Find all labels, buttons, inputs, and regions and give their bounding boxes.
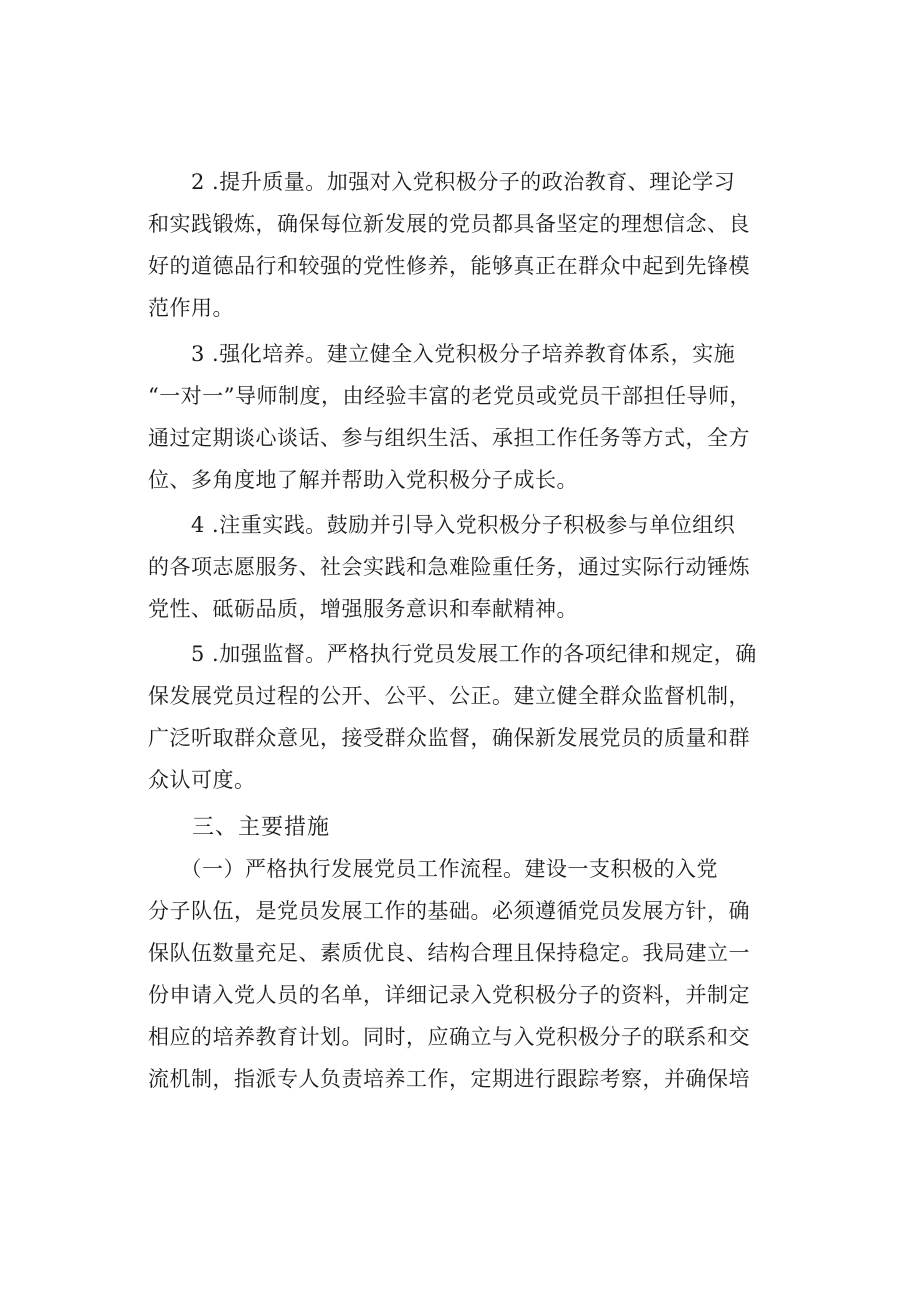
paragraph-5-line-1: 5 .加强监督。严格执行党员发展工作的各项纪律和规定，确 — [148, 642, 757, 666]
section-paragraph-line-6: 流机制，指派专人负责培养工作，定期进行跟踪考察，并确保培 — [148, 1067, 750, 1091]
section-heading: 三、主要措施 — [192, 815, 331, 840]
paragraph-5-line-3: 广泛听取群众意见，接受群众监督，确保新发展党员的质量和群 — [148, 726, 750, 750]
paragraph-2-line-2: 和实践锻炼，确保每位新发展的党员都具备坚定的理想信念、良 — [148, 212, 750, 236]
paragraph-2-line-1: 2 .提升质量。加强对入党积极分子的政治教育、理论学习 — [148, 170, 736, 194]
paragraph-4-line-2: 的各项志愿服务、社会实践和急难险重任务，通过实际行动锤炼 — [148, 555, 750, 579]
paragraph-3-line-4: 位、多角度地了解并帮助入党积极分子成长。 — [148, 468, 578, 492]
section-paragraph-line-5: 相应的培养教育计划。同时，应确立与入党积极分子的联系和交 — [148, 1025, 750, 1049]
section-paragraph-line-3: 保队伍数量充足、素质优良、结构合理且保持稳定。我局建立一 — [148, 941, 750, 965]
paragraph-2-line-4: 范作用。 — [148, 296, 234, 320]
paragraph-3-line-2: “一对一”导师制度，由经验丰富的老党员或党员干部担任导师， — [148, 384, 751, 408]
paragraph-5-line-2: 保发展党员过程的公开、公平、公正。建立健全群众监督机制， — [148, 684, 750, 708]
paragraph-3-line-3: 通过定期谈心谈话、参与组织生活、承担工作任务等方式，全方 — [148, 426, 750, 450]
section-paragraph-line-4: 份申请入党人员的名单，详细记录入党积极分子的资料，并制定 — [148, 983, 750, 1007]
paragraph-5-line-4: 众认可度。 — [148, 768, 256, 792]
section-paragraph-line-1: （一）严格执行发展党员工作流程。建设一支积极的入党 — [148, 857, 718, 881]
paragraph-2-line-3: 好的道德品行和较强的党性修养，能够真正在群众中起到先锋模 — [148, 254, 750, 278]
paragraph-4-line-1: 4 .注重实践。鼓励并引导入党积极分子积极参与单位组织 — [148, 513, 736, 537]
section-paragraph-line-2: 分子队伍，是党员发展工作的基础。必须遵循党员发展方针，确 — [148, 899, 750, 923]
paragraph-3-line-1: 3 .强化培养。建立健全入党积极分子培养教育体系，实施 — [148, 342, 736, 366]
paragraph-4-line-3: 党性、砥砺品质，增强服务意识和奉献精神。 — [148, 597, 578, 621]
